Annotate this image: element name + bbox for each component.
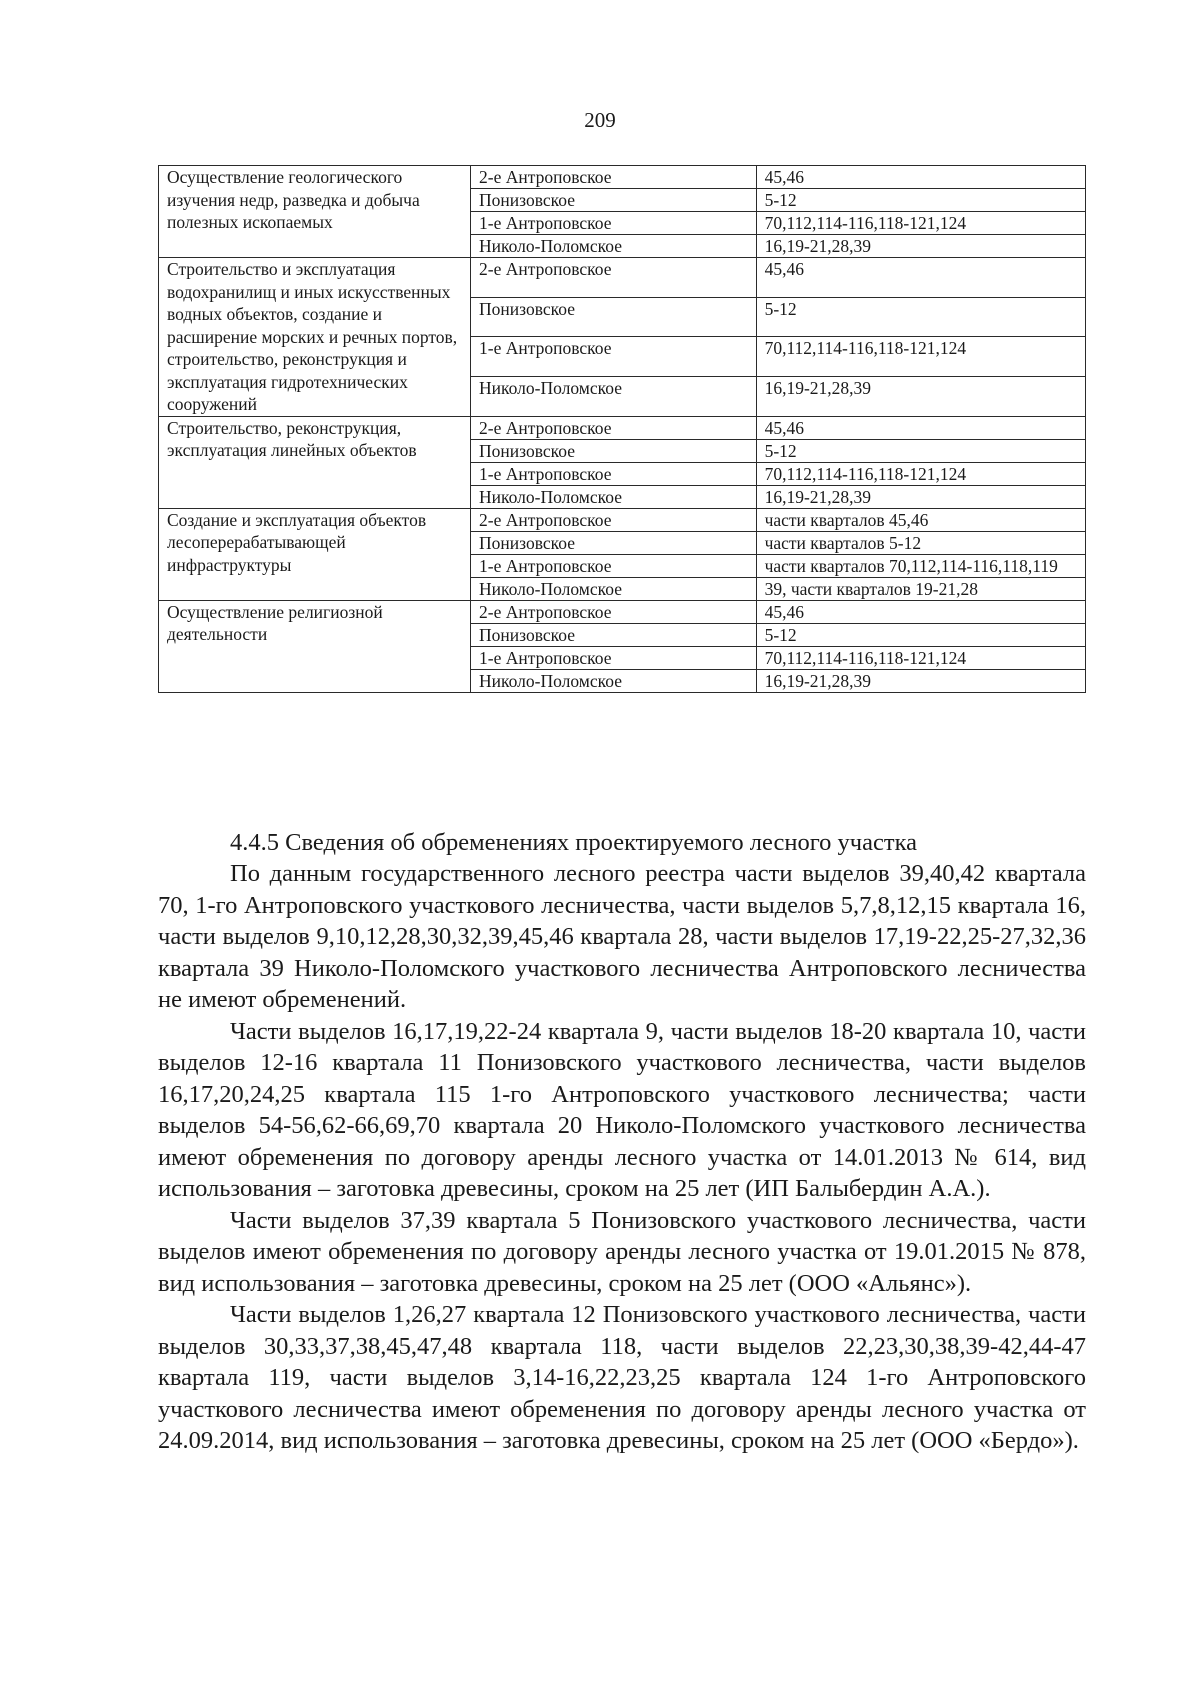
district-cell: Понизовское bbox=[471, 531, 757, 554]
district-cell: Николо-Поломское bbox=[471, 485, 757, 508]
activity-table bbox=[158, 165, 1086, 693]
quarters-cell: 70,112,114-116,118-121,124 bbox=[756, 212, 1085, 235]
district-cell: 1-е Антроповское bbox=[471, 646, 757, 669]
quarters-cell: 5-12 bbox=[756, 189, 1085, 212]
encumbrances-section bbox=[158, 828, 1086, 1457]
quarters-cell: части кварталов 5-12 bbox=[756, 531, 1085, 554]
section-heading: 4.4.5 Сведения об обременениях проектируемого лесного участка bbox=[230, 829, 917, 856]
district-cell: Николо-Поломское bbox=[471, 376, 757, 416]
table-row bbox=[159, 166, 1086, 189]
quarters-cell: 5-12 bbox=[756, 439, 1085, 462]
district-cell: Понизовское bbox=[471, 189, 757, 212]
quarters-cell: 16,19-21,28,39 bbox=[756, 669, 1085, 692]
paragraph: Части выделов 16,17,19,22-24 квартала 9, части выделов 18-20 квартала 10, части выделов 12-16 квартала 11 Понизовского участкового лесничества, части выделов 16,17,20,24,25 квартала 115 1-го Антроповского участкового лесничества; части выделов 54-56,62-66,69,70 квартала 20 Николо-Поломского участкового лесничества имеют обременения по договору аренды лесного участка от 14.01.2013 № 614, вид использования – заготовка древесины, сроком на 25 лет (ИП Балыбердин А.А.). bbox=[158, 1017, 1086, 1202]
quarters-cell: 16,19-21,28,39 bbox=[756, 235, 1085, 258]
district-cell: 1-е Антроповское bbox=[471, 554, 757, 577]
activity-cell: Создание и эксплуатация объектов лесоперерабатывающей инфраструктуры bbox=[159, 508, 471, 600]
quarters-cell: 16,19-21,28,39 bbox=[756, 485, 1085, 508]
quarters-cell: 39, части кварталов 19-21,28 bbox=[756, 577, 1085, 600]
table-row bbox=[159, 258, 1086, 298]
activity-cell: Осуществление религиозной деятельности bbox=[159, 600, 471, 692]
district-cell: 2-е Антроповское bbox=[471, 508, 757, 531]
district-cell: 2-е Антроповское bbox=[471, 600, 757, 623]
paragraph: Части выделов 1,26,27 квартала 12 Понизовского участкового лесничества, части выделов 30,33,37,38,45,47,48 квартала 118, части выделов 22,23,30,38,39-42,44-47 квартала 119, части выделов 3,14-16,22,23,25 квартала 124 1-го Антроповского участкового лесничества имеют обременения по договору аренды лесного участка от 24.09.2014, вид использования – заготовка древесины, сроком на 25 лет (ООО «Бердо»). bbox=[158, 1301, 1086, 1454]
quarters-cell: 45,46 bbox=[756, 258, 1085, 298]
district-cell: Николо-Поломское bbox=[471, 235, 757, 258]
quarters-cell: 70,112,114-116,118-121,124 bbox=[756, 337, 1085, 377]
quarters-cell: части кварталов 70,112,114-116,118,119 bbox=[756, 554, 1085, 577]
table-row bbox=[159, 416, 1086, 439]
activity-cell: Строительство, реконструкция, эксплуатация линейных объектов bbox=[159, 416, 471, 508]
quarters-cell: части кварталов 45,46 bbox=[756, 508, 1085, 531]
table-row bbox=[159, 600, 1086, 623]
quarters-cell: 45,46 bbox=[756, 600, 1085, 623]
district-cell: 2-е Антроповское bbox=[471, 416, 757, 439]
district-cell: 2-е Антроповское bbox=[471, 258, 757, 298]
district-cell: Понизовское bbox=[471, 439, 757, 462]
quarters-cell: 5-12 bbox=[756, 623, 1085, 646]
quarters-cell: 45,46 bbox=[756, 416, 1085, 439]
district-cell: 2-е Антроповское bbox=[471, 166, 757, 189]
district-cell: Понизовское bbox=[471, 623, 757, 646]
district-cell: 1-е Антроповское bbox=[471, 212, 757, 235]
district-cell: Понизовское bbox=[471, 297, 757, 337]
table-row bbox=[159, 508, 1086, 531]
district-cell: Николо-Поломское bbox=[471, 577, 757, 600]
quarters-cell: 16,19-21,28,39 bbox=[756, 376, 1085, 416]
quarters-cell: 5-12 bbox=[756, 297, 1085, 337]
district-cell: Николо-Поломское bbox=[471, 669, 757, 692]
activity-cell: Строительство и эксплуатация водохранилищ и иных искусственных водных объектов, создание и расширение морских и речных портов, строительство, реконструкция и эксплуатация гидротехнических сооружений bbox=[159, 258, 471, 417]
paragraph: По данным государственного лесного реестра части выделов 39,40,42 квартала 70, 1-го Антроповского участкового лесничества, части выделов 5,7,8,12,15 квартала 16, части выделов 9,10,12,28,30,32,39,45,46 квартала 28, части выделов 17,19-22,25-27,32,36 квартала 39 Николо-Поломского участкового лесничества Антроповского лесничества не имеют обременений. bbox=[158, 860, 1086, 1013]
district-cell: 1-е Антроповское bbox=[471, 462, 757, 485]
district-cell: 1-е Антроповское bbox=[471, 337, 757, 377]
paragraph: Части выделов 37,39 квартала 5 Понизовского участкового лесничества, части выделов имеют обременения по договору аренды лесного участка от 19.01.2015 № 878, вид использования – заготовка древесины, сроком на 25 лет (ООО «Альянс»). bbox=[158, 1206, 1086, 1297]
quarters-cell: 70,112,114-116,118-121,124 bbox=[756, 646, 1085, 669]
quarters-cell: 70,112,114-116,118-121,124 bbox=[756, 462, 1085, 485]
activity-cell: Осуществление геологического изучения недр, разведка и добыча полезных ископаемых bbox=[159, 166, 471, 258]
quarters-cell: 45,46 bbox=[756, 166, 1085, 189]
page-number: 209 bbox=[584, 108, 616, 132]
